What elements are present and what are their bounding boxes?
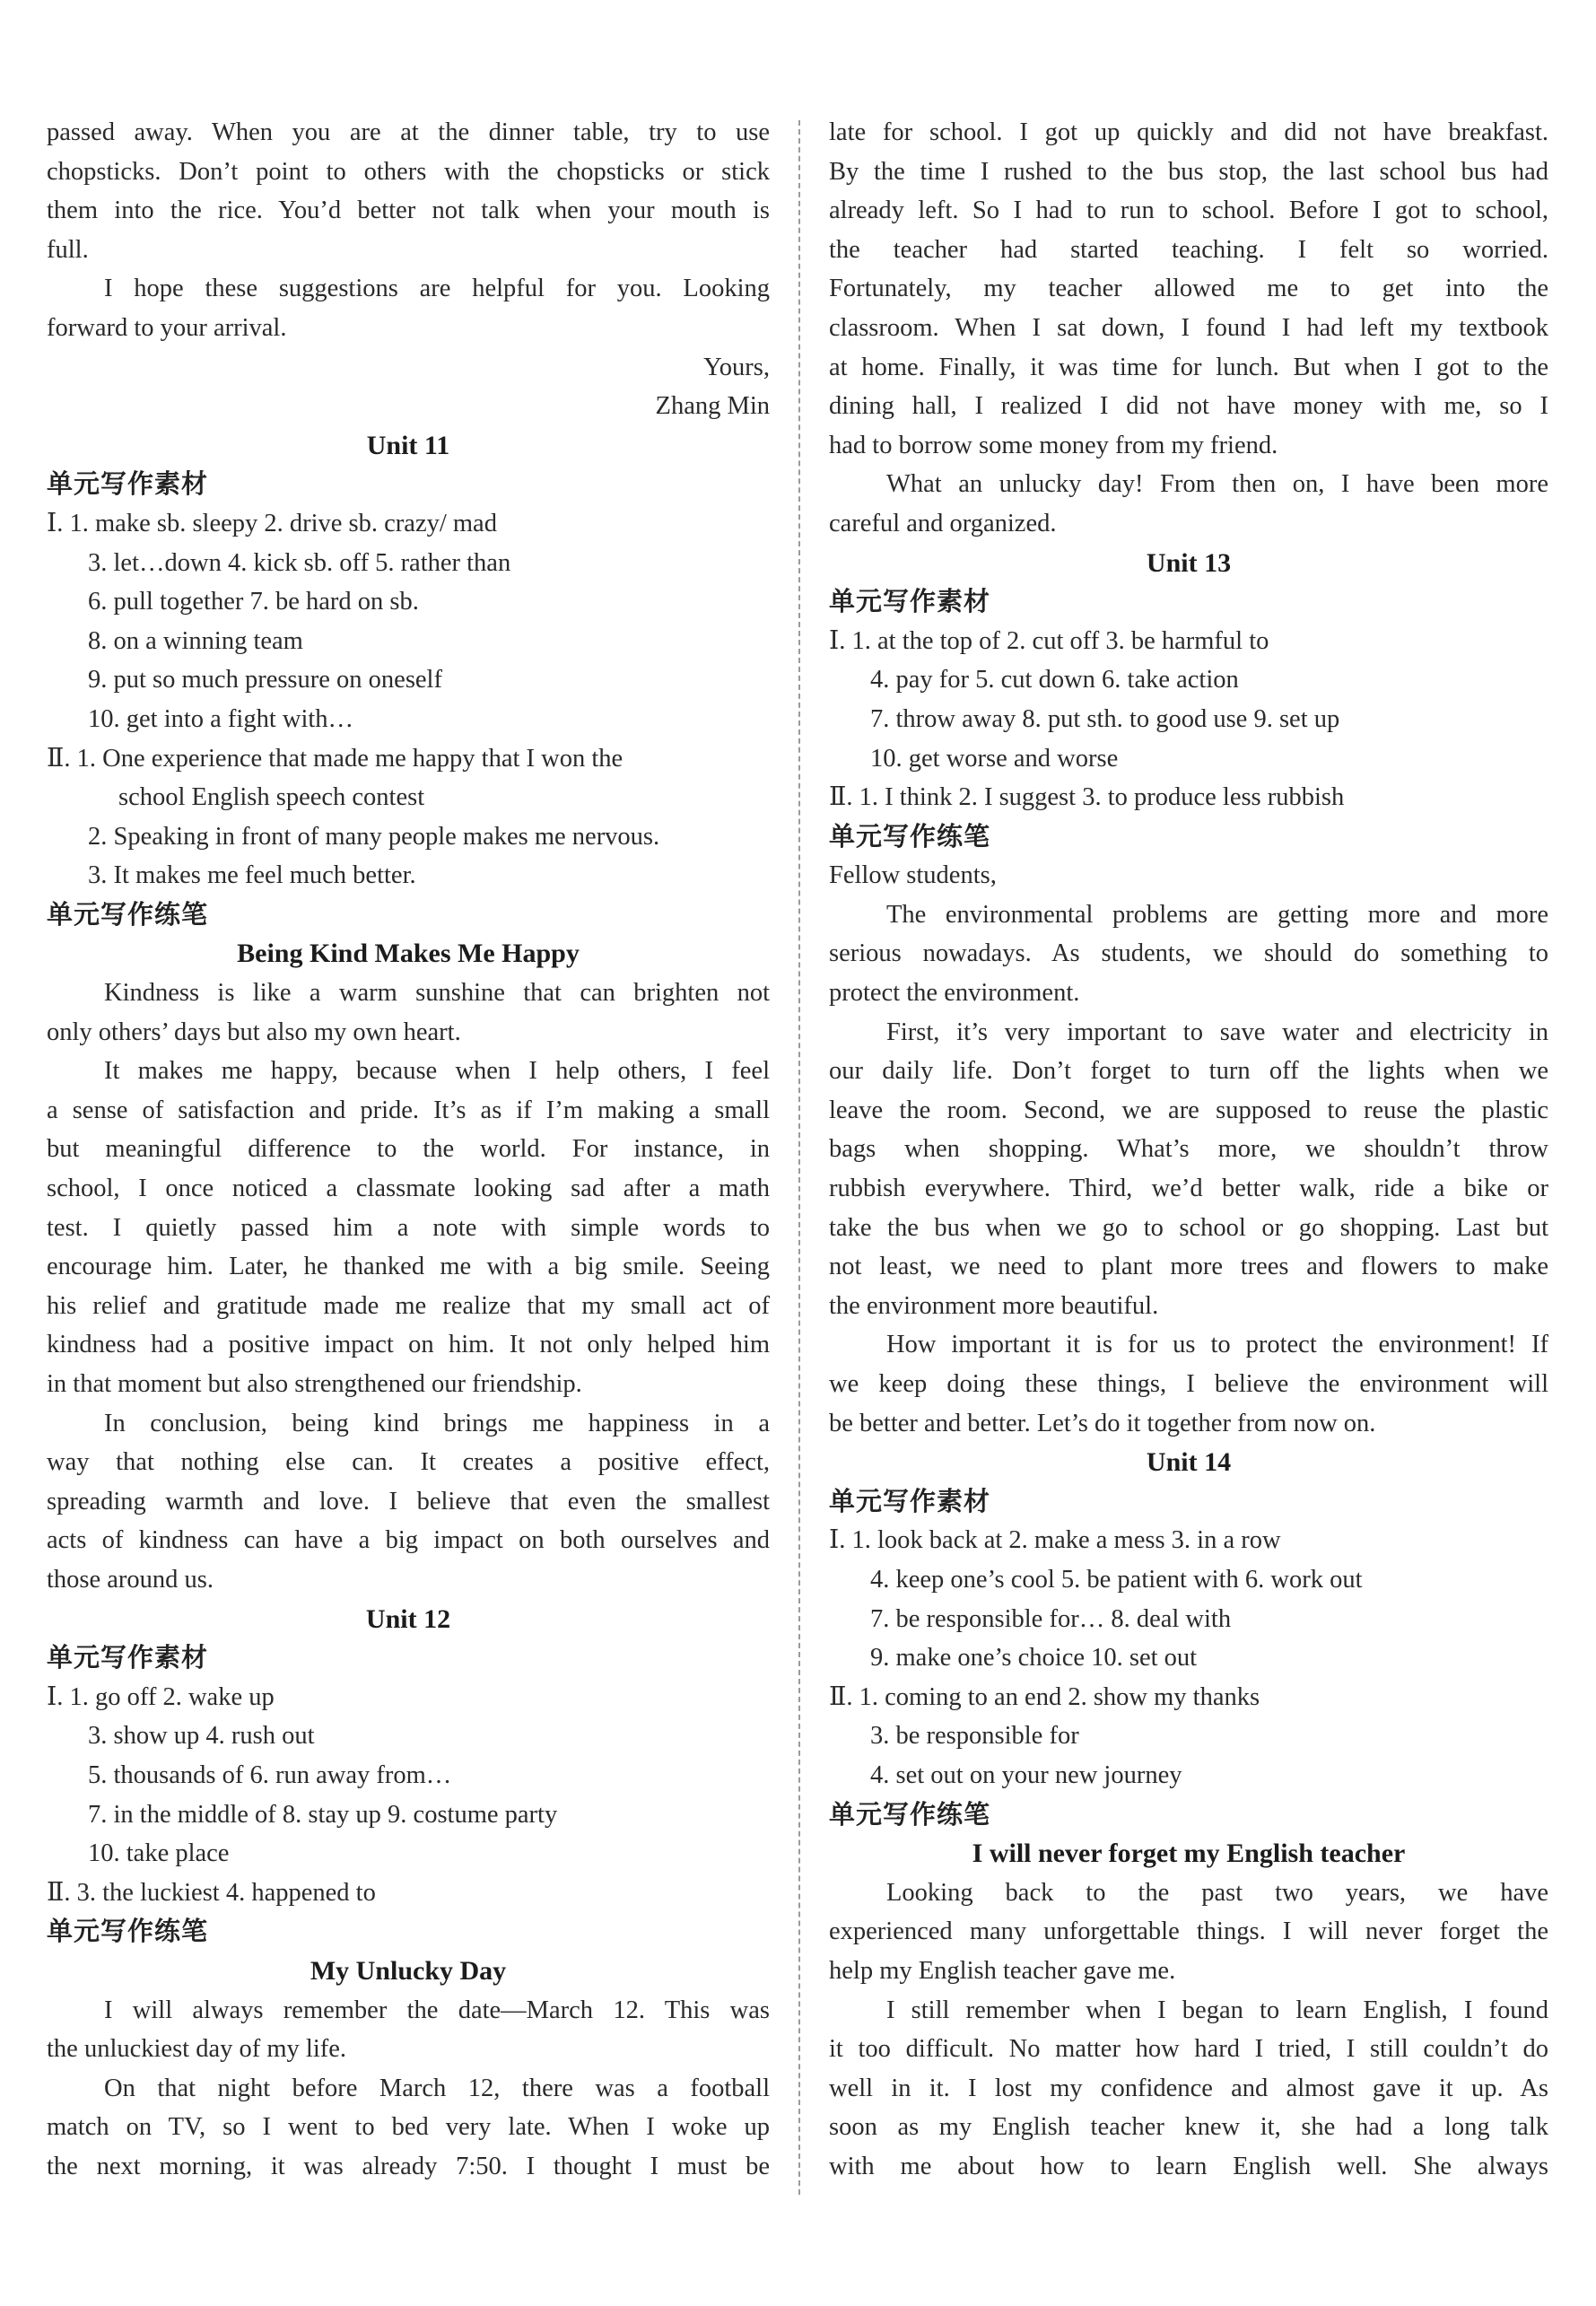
text-line: the environment more beautiful. — [829, 1291, 1159, 1320]
section-heading: 单元写作练笔 — [47, 898, 209, 930]
text-line: I will always remember the date—March 12. This was — [104, 1996, 770, 2024]
text-line: I hope these suggestions are helpful for you. Looking — [104, 275, 770, 303]
text-line: Ⅱ. 1. One experience that made me happy that I won the — [47, 744, 624, 773]
text-line: but meaningful difference to the world. For instance, in — [47, 1135, 770, 1164]
text-line: kindness had a positive impact on him. It not only helped him — [47, 1331, 770, 1359]
text-line: 10. take place — [88, 1839, 230, 1868]
text-line: late for school. I got up quickly and did not have breakfast. — [829, 118, 1548, 146]
text-line: classroom. When I sat down, I found I had left my textbook — [829, 313, 1548, 342]
text-line: soon as my English teacher knew it, she had a long talk — [829, 2113, 1548, 2142]
text-line: at home. Finally, it was time for lunch. But when I got to the — [829, 353, 1548, 381]
text-line: our daily life. Don’t forget to turn off the lights when we — [829, 1057, 1548, 1086]
text-line: On that night before March 12, there was a football — [104, 2074, 770, 2102]
text-line: 8. on a winning team — [88, 626, 303, 655]
text-line: 3. be responsible for — [870, 1722, 1079, 1751]
text-line: Ⅰ. 1. make sb. sleepy 2. drive sb. crazy/ mad — [47, 509, 497, 537]
text-line: 10. get into a fight with… — [88, 704, 354, 733]
text-line: By the time I rushed to the bus stop, the last school bus had — [829, 157, 1548, 186]
text-line: 7. be responsible for… 8. deal with — [870, 1604, 1232, 1633]
text-line: 9. make one’s choice 10. set out — [870, 1644, 1198, 1673]
text-line: 2. Speaking in front of many people makes me nervous. — [88, 822, 660, 851]
text-line: 10. get worse and worse — [870, 744, 1119, 773]
text-line: those around us. — [47, 1565, 214, 1594]
essay-title: I will never forget my English teacher — [972, 1839, 1406, 1869]
text-line: the teacher had started teaching. I felt so worried. — [829, 235, 1548, 264]
text-line: 4. pay for 5. cut down 6. take action — [870, 666, 1239, 694]
text-line: Ⅱ. 1. I think 2. I suggest 3. to produce less rubbish — [829, 783, 1345, 812]
text-line: I still remember when I began to learn English, I found — [886, 1996, 1548, 2024]
text-line: take the bus when we go to school or go shopping. Last but — [829, 1213, 1548, 1242]
text-line: full. — [47, 235, 89, 264]
text-line: not least, we need to plant more trees and flowers to make — [829, 1253, 1548, 1281]
text-line: protect the environment. — [829, 979, 1080, 1008]
text-line: Ⅱ. 1. coming to an end 2. show my thanks — [829, 1682, 1260, 1711]
text-line: Ⅱ. 3. the luckiest 4. happened to — [47, 1878, 376, 1907]
text-line: well in it. I lost my confidence and almost gave it up. As — [829, 2074, 1548, 2102]
text-line: school, I once noticed a classmate looking sad after a math — [47, 1175, 770, 1203]
text-line: his relief and gratitude made me realize that my small act of — [47, 1291, 770, 1320]
column-divider — [798, 120, 800, 2195]
text-line: Zhang Min — [655, 392, 770, 421]
text-line: them into the rice. You’d better not talk when your mouth is — [47, 197, 770, 225]
text-line: Looking back to the past two years, we have — [886, 1878, 1548, 1907]
text-line: Fellow students, — [829, 861, 997, 890]
text-line: How important it is for us to protect the environment! If — [886, 1331, 1548, 1359]
right-column — [829, 113, 1548, 2195]
unit-heading: Unit 14 — [1146, 1447, 1232, 1478]
text-line: help my English teacher gave me. — [829, 1956, 1176, 1985]
text-line: 7. throw away 8. put sth. to good use 9. set up — [870, 704, 1340, 733]
text-line: First, it’s very important to save water and electricity in — [886, 1018, 1548, 1046]
text-line: rubbish everywhere. Third, we’d better walk, ride a bike or — [829, 1175, 1548, 1203]
text-line: serious nowadays. As students, we should do something to — [829, 939, 1548, 968]
text-line: chopsticks. Don’t point to others with the chopsticks or stick — [47, 157, 770, 186]
text-line: with me about how to learn English well. She always — [829, 2152, 1548, 2180]
text-line: match on TV, so I went to bed very late. When I woke up — [47, 2113, 770, 2142]
text-line: What an unlucky day! From then on, I have been more — [886, 470, 1548, 499]
section-heading: 单元写作练笔 — [47, 1916, 209, 1947]
text-line: passed away. When you are at the dinner table, try to use — [47, 118, 770, 146]
text-line: The environmental problems are getting more and more — [886, 900, 1548, 929]
text-line: the next morning, it was already 7:50. I thought I must be — [47, 2152, 770, 2180]
text-line: forward to your arrival. — [47, 313, 287, 342]
text-line: dining hall, I realized I did not have money with me, so I — [829, 392, 1548, 421]
unit-heading: Unit 13 — [1146, 547, 1232, 578]
text-line: Ⅰ. 1. go off 2. wake up — [47, 1682, 275, 1711]
section-heading: 单元写作练笔 — [829, 820, 991, 852]
text-line: careful and organized. — [829, 509, 1057, 537]
text-line: Kindness is like a warm sunshine that can brighten not — [104, 979, 770, 1008]
text-line: 4. keep one’s cool 5. be patient with 6. work out — [870, 1565, 1363, 1594]
text-line: it too difficult. No matter how hard I tried, I still couldn’t do — [829, 2035, 1548, 2064]
text-line: 4. set out on your new journey — [870, 1760, 1182, 1789]
essay-title: Being Kind Makes Me Happy — [237, 939, 580, 969]
text-line: acts of kindness can have a big impact on both ourselves and — [47, 1526, 770, 1555]
text-line: way that nothing else can. It creates a positive effect, — [47, 1448, 770, 1477]
text-line: in that moment but also strengthened our friendship. — [47, 1370, 582, 1398]
section-heading: 单元写作练笔 — [829, 1798, 991, 1830]
text-line: 3. show up 4. rush out — [88, 1722, 315, 1751]
text-line: encourage him. Later, he thanked me with a big smile. Seeing — [47, 1253, 770, 1281]
text-line: be better and better. Let’s do it together from now on. — [829, 1409, 1376, 1437]
text-line: experienced many unforgettable things. I will never forget the — [829, 1917, 1548, 1946]
text-line: Yours, — [703, 353, 770, 381]
essay-title: My Unlucky Day — [310, 1955, 507, 1986]
text-line: already left. So I had to run to school. Before I got to school, — [829, 197, 1548, 225]
text-line: we keep doing these things, I believe the environment will — [829, 1370, 1548, 1398]
text-line: It makes me happy, because when I help others, I feel — [104, 1057, 770, 1086]
section-heading: 单元写作素材 — [829, 1485, 991, 1516]
text-line: 5. thousands of 6. run away from… — [88, 1760, 452, 1789]
left-column — [47, 113, 770, 2195]
text-line: school English speech contest — [118, 783, 425, 812]
text-line: 3. It makes me feel much better. — [88, 861, 416, 890]
section-heading: 单元写作素材 — [47, 1642, 209, 1673]
unit-heading: Unit 11 — [366, 430, 450, 460]
section-heading: 单元写作素材 — [829, 586, 991, 617]
text-line: spreading warmth and love. I believe that even the smallest — [47, 1487, 770, 1515]
text-line: the unluckiest day of my life. — [47, 2035, 346, 2064]
text-line: Ⅰ. 1. at the top of 2. cut off 3. be harmful to — [829, 626, 1269, 655]
text-line: In conclusion, being kind brings me happiness in a — [104, 1409, 770, 1437]
unit-heading: Unit 12 — [365, 1603, 451, 1634]
text-line: 7. in the middle of 8. stay up 9. costume party — [88, 1800, 558, 1829]
text-line: 9. put so much pressure on oneself — [88, 666, 442, 694]
text-line: test. I quietly passed him a note with simple words to — [47, 1213, 770, 1242]
text-line: Fortunately, my teacher allowed me to get into the — [829, 275, 1548, 303]
text-line: leave the room. Second, we are supposed to reuse the plastic — [829, 1096, 1548, 1124]
section-heading: 单元写作素材 — [47, 468, 209, 500]
text-line: bags when shopping. What’s more, we shouldn’t throw — [829, 1135, 1548, 1164]
text-line: 6. pull together 7. be hard on sb. — [88, 588, 419, 616]
text-line: 3. let…down 4. kick sb. off 5. rather than — [88, 548, 511, 577]
text-line: a sense of satisfaction and pride. It’s as if I’m making a small — [47, 1096, 770, 1124]
text-line: had to borrow some money from my friend. — [829, 431, 1278, 459]
text-line: only others’ days but also my own heart. — [47, 1018, 461, 1046]
text-line: Ⅰ. 1. look back at 2. make a mess 3. in a row — [829, 1526, 1281, 1555]
